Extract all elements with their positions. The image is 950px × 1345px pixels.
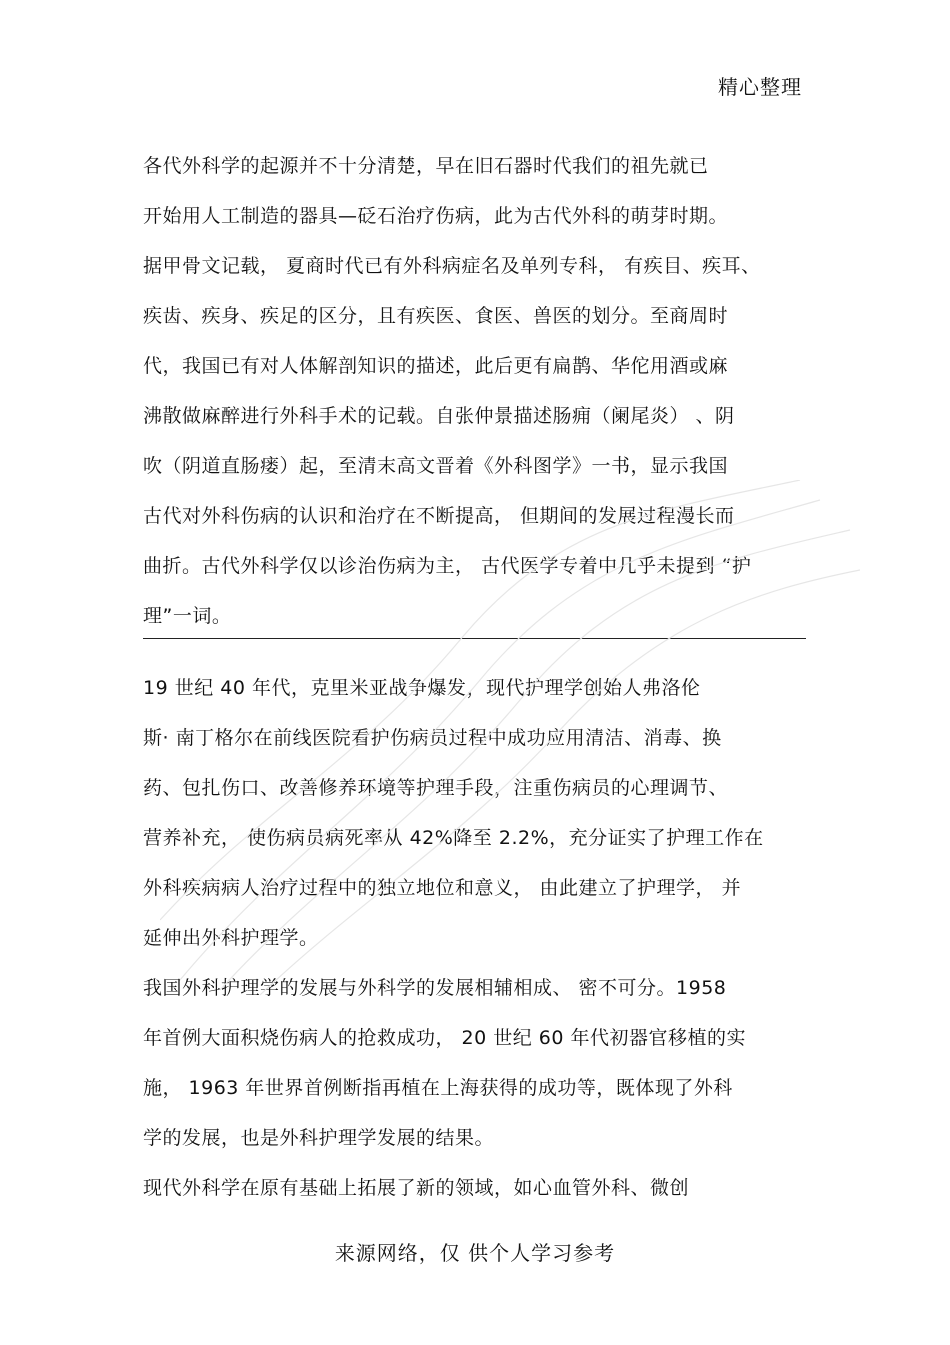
- header-label: 精心整理: [718, 75, 802, 99]
- paragraph-line: 斯· 南丁格尔在前线医院看护伤病员过程中成功应用清洁、消毒、换: [143, 727, 722, 749]
- paragraph-line: 延伸出外科护理学。: [143, 927, 319, 949]
- paragraph-line: 曲折。古代外科学仅以诊治伤病为主， 古代医学专着中几乎未提到 “护: [143, 555, 752, 577]
- paragraph-line: 19 世纪 40 年代，克里米亚战争爆发，现代护理学创始人弗洛伦: [143, 677, 701, 699]
- paragraph-line: 理”一词。: [143, 605, 232, 627]
- paragraph-line: 外科疾病病人治疗过程中的独立地位和意义， 由此建立了护理学， 并: [143, 877, 742, 899]
- paragraph-line: 疾齿、疾身、疾足的区分，且有疾医、食医、兽医的划分。至商周时: [143, 305, 729, 327]
- paragraph-line: 沸散做麻醉进行外科手术的记载。自张仲景描述肠痈（阑尾炎） 、阴: [143, 405, 735, 427]
- paragraph-line: 学的发展，也是外科护理学发展的结果。: [143, 1127, 495, 1149]
- paragraph-line: 开始用人工制造的器具—砭石治疗伤病，此为古代外科的萌芽时期。: [143, 205, 729, 227]
- paragraph-line: 年首例大面积烧伤病人的抢救成功， 20 世纪 60 年代初器官移植的实: [143, 1027, 747, 1049]
- paragraph-line: 药、包扎伤口、改善修养环境等护理手段，注重伤病员的心理调节、: [143, 777, 729, 799]
- paragraph-line: 吹（阴道直肠瘘）起，至清末高文晋着《外科图学》一书，显示我国: [143, 455, 729, 477]
- paragraph-line: 现代外科学在原有基础上拓展了新的领域，如心血管外科、微创: [143, 1177, 690, 1199]
- footer-label: 来源网络，仅 供个人学习参考: [334, 1241, 616, 1265]
- paragraph-line: 我国外科护理学的发展与外科学的发展相辅相成、 密不可分。1958: [143, 977, 727, 999]
- horizontal-divider: [143, 638, 806, 639]
- paragraph-line: 代，我国已有对人体解剖知识的描述，此后更有扁鹊、华佗用酒或麻: [143, 355, 729, 377]
- paragraph-line: 各代外科学的起源并不十分清楚，早在旧石器时代我们的祖先就已: [143, 155, 709, 177]
- paragraph-line: 古代对外科伤病的认识和治疗在不断提高， 但期间的发展过程漫长而: [143, 505, 735, 527]
- paragraph-line: 营养补充， 使伤病员病死率从 42%降至 2.2%，充分证实了护理工作在: [143, 827, 764, 849]
- paragraph-line: 据甲骨文记载， 夏商时代已有外科病症名及单列专科， 有疾目、疾耳、: [143, 255, 761, 277]
- paragraph-line: 施， 1963 年世界首例断指再植在上海获得的成功等，既体现了外科: [143, 1077, 733, 1099]
